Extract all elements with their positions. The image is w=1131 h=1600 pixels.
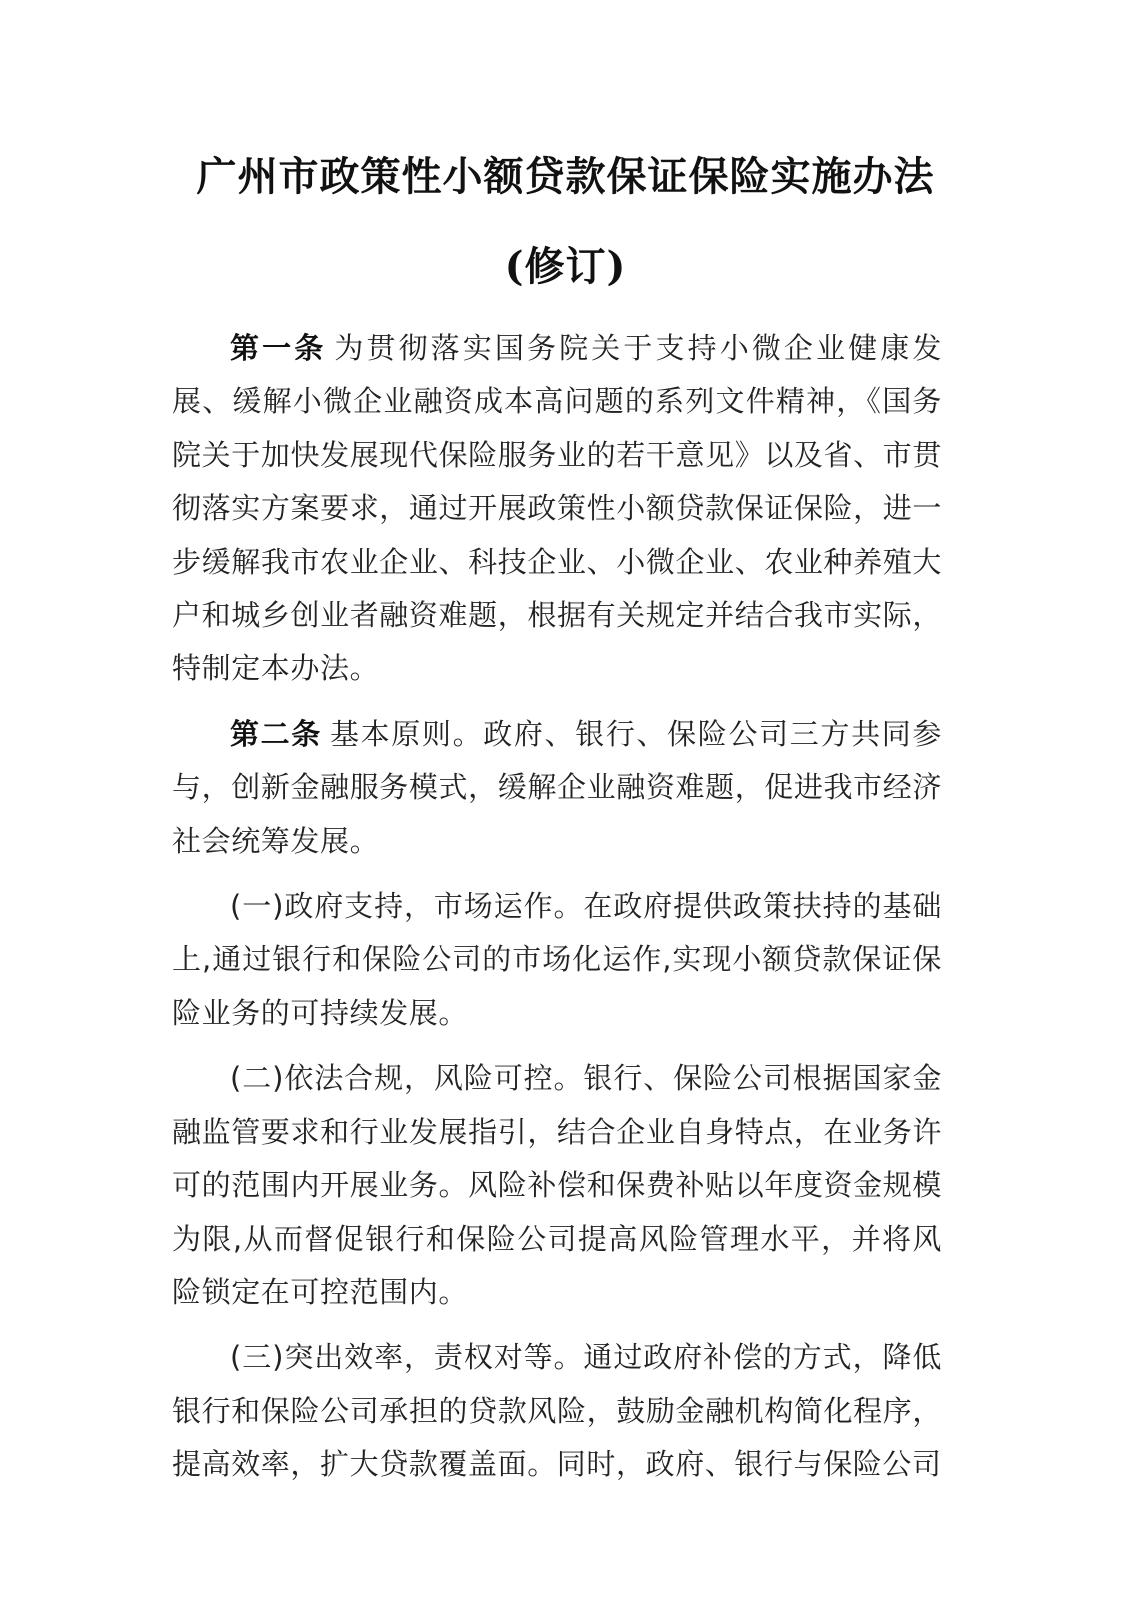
article-label: 第二条 [230, 716, 322, 751]
paragraph-text: (二)依法合规，风险可控。银行、保险公司根据国家金融监管要求和行业发展指引，结合企业自身特点，在业务许可的范围内开展业务。风险补偿和保费补贴以年度资金规模为限,从而督促银行和保险公司提高风险管理水平，并将风险锁定在可控范围内。 [172, 1061, 942, 1309]
paragraph-text: (三)突出效率，责权对等。通过政府补偿的方式，降低银行和保险公司承担的贷款风险，鼓励金融机构简化程序，提高效率，扩大贷款覆盖面。同时，政府、银行与保险公司 [172, 1340, 942, 1482]
paragraph-text: 为贯彻落实国务院关于支持小微企业健康发展、缓解小微企业融资成本高问题的系列文件精神，《国务院关于加快发展现代保险服务业的若干意见》以及省、市贯彻落实方案要求，通过开展政策性小额贷款保证保险，进一步缓解我市农业企业、科技企业、小微企业、农业种养殖大户和城乡创业者融资难题，根据有关规定并结合我市实际，特制定本办法。 [172, 331, 942, 686]
article-2-paragraph [172, 708, 942, 868]
document-title: 广州市政策性小额贷款保证保险实施办法 [196, 153, 935, 200]
document-subtitle: (修订) [504, 243, 627, 290]
paragraph-text: (一)政府支持，市场运作。在政府提供政策扶持的基础上,通过银行和保险公司的市场化运作,实现小额贷款保证保险业务的可持续发展。 [172, 889, 942, 1030]
principle-1-paragraph [172, 880, 942, 1040]
document-body [172, 322, 942, 1504]
principle-3-paragraph [172, 1331, 942, 1491]
paragraph-text: 基本原则。政府、银行、保险公司三方共同参与，创新金融服务模式，缓解企业融资难题，促进我市经济社会统筹发展。 [172, 716, 942, 858]
article-label: 第一条 [230, 331, 327, 365]
article-1-paragraph [172, 322, 942, 696]
principle-2-paragraph [172, 1052, 942, 1319]
